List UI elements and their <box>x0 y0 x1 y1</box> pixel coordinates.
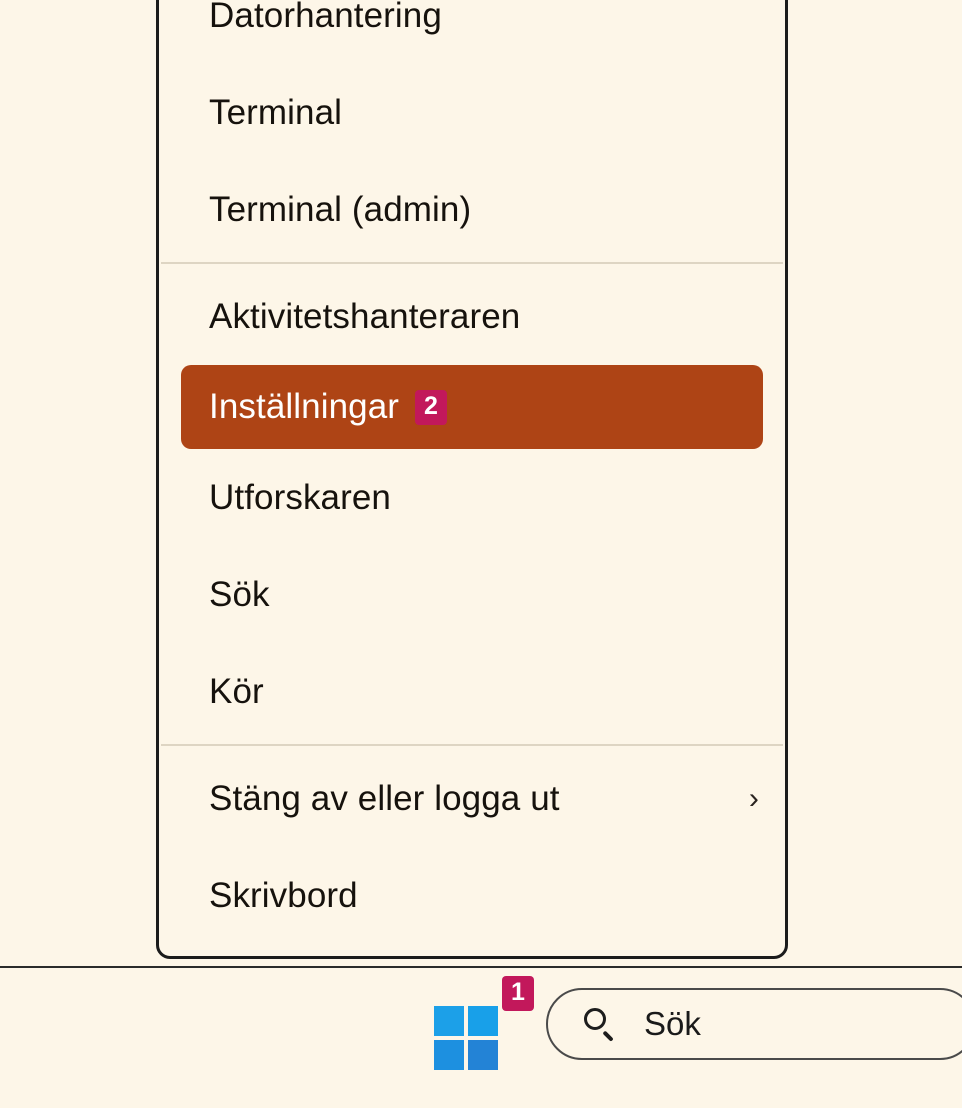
step-badge-1: 1 <box>502 976 534 1011</box>
menu-item-label: Terminal <box>209 92 343 132</box>
taskbar-search-box[interactable] <box>546 988 962 1060</box>
windows-logo-tile <box>434 1040 464 1070</box>
menu-item-skrivbord[interactable] <box>159 847 785 944</box>
menu-item-label: Utforskaren <box>209 477 391 517</box>
start-button[interactable] <box>434 978 525 1076</box>
menu-item-aktivitetshanteraren[interactable] <box>159 268 785 365</box>
windows-logo-tile <box>468 1006 498 1036</box>
search-input[interactable]: Sök <box>644 1005 701 1042</box>
menu-item-datorhantering[interactable] <box>159 0 785 64</box>
menu-item-terminal[interactable] <box>159 64 785 161</box>
taskbar <box>0 966 962 1108</box>
menu-separator <box>161 744 783 746</box>
menu-item-label: Stäng av eller logga ut <box>209 778 560 818</box>
menu-separator <box>161 262 783 264</box>
menu-item-label: Kör <box>209 671 264 711</box>
menu-item-terminal-admin[interactable] <box>159 161 785 258</box>
menu-item-label: Terminal (admin) <box>209 189 472 229</box>
step-badge-2: 2 <box>415 390 447 425</box>
menu-item-sok[interactable] <box>159 546 785 643</box>
windows-logo-tile <box>434 1006 464 1036</box>
menu-item-kor[interactable] <box>159 643 785 740</box>
menu-item-installningar[interactable] <box>181 365 763 449</box>
menu-item-label: Datorhantering <box>209 0 442 35</box>
menu-item-stang-av-eller-logga-ut[interactable] <box>159 750 785 847</box>
win-x-context-menu[interactable] <box>156 0 788 959</box>
menu-item-label: Sök <box>209 574 270 614</box>
menu-item-label: Skrivbord <box>209 875 358 915</box>
menu-item-label: Inställningar <box>209 387 400 426</box>
windows-logo-tile <box>468 1040 498 1070</box>
chevron-right-icon: › <box>748 781 759 815</box>
menu-item-label: Aktivitetshanteraren <box>209 296 521 336</box>
windows-logo-icon <box>434 1006 498 1070</box>
menu-item-utforskaren[interactable] <box>159 449 785 546</box>
search-icon <box>582 1007 616 1041</box>
